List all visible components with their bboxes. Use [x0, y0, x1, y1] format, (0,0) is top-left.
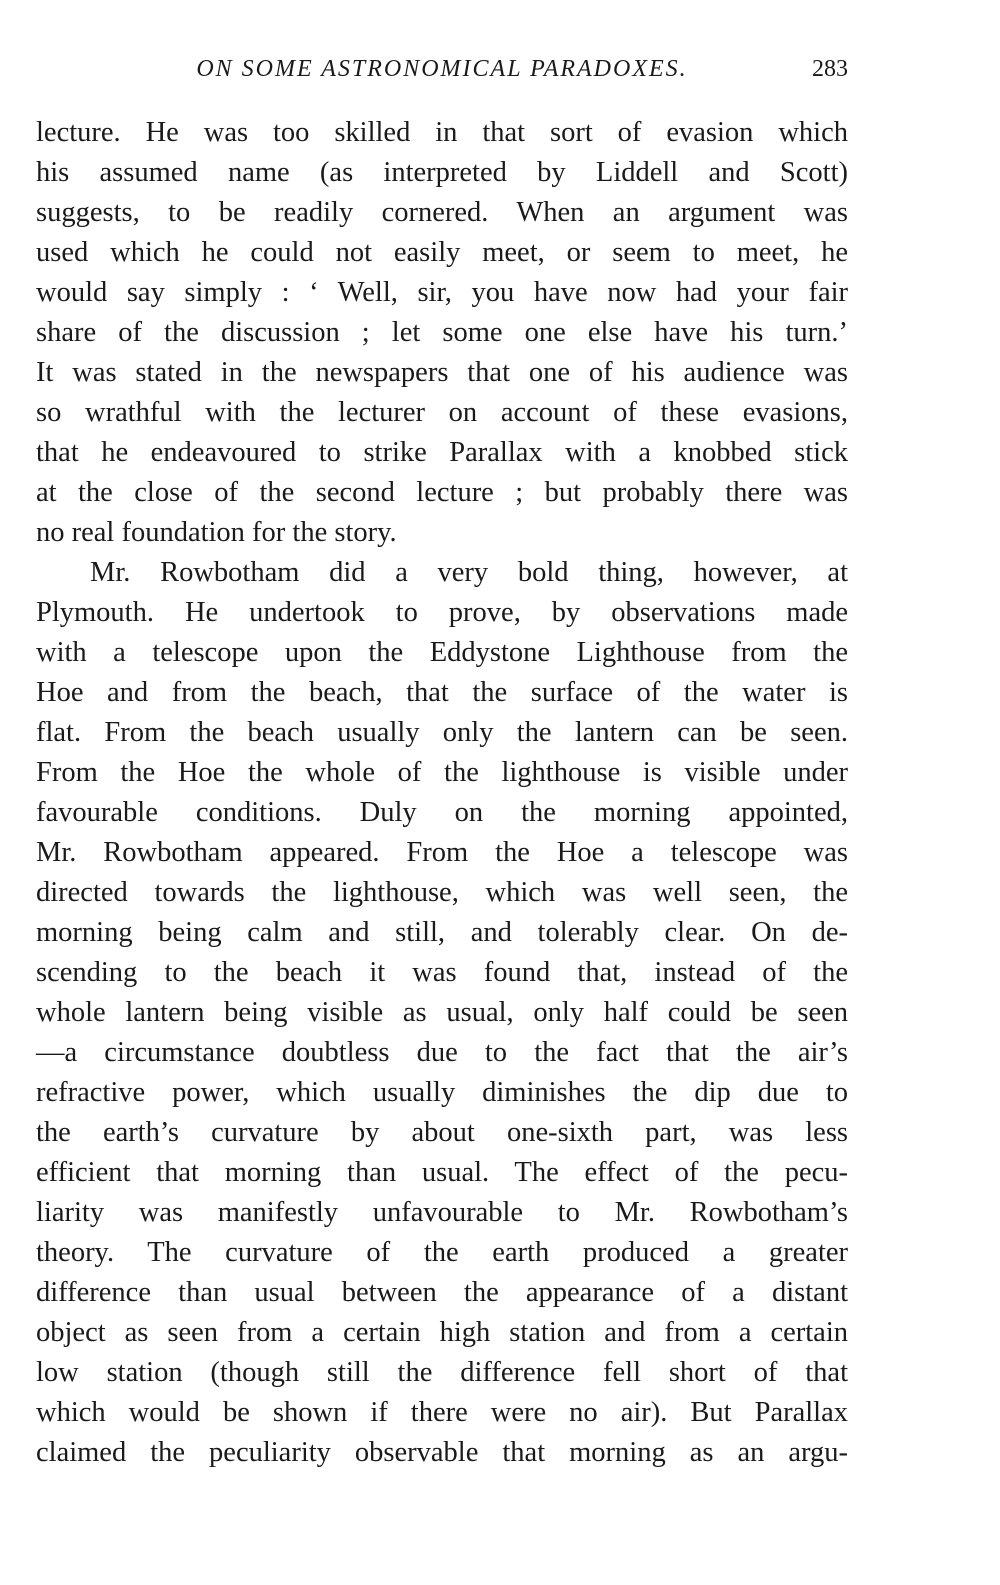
paragraph: [36, 113, 848, 553]
body-text: [36, 113, 848, 1473]
text-line: at the close of the second lecture ; but probably there was: [36, 477, 848, 508]
text-line: suggests, to be readily cornered. When an argument was: [36, 197, 848, 228]
text-line: that he endeavoured to strike Parallax with a knobbed stick: [36, 437, 848, 468]
text-line: low station (though still the difference fell short of that: [36, 1357, 848, 1388]
text-line: liarity was manifestly unfavourable to Mr. Rowbotham’s: [36, 1197, 848, 1228]
text-line: efficient that morning than usual. The effect of the pecu-: [36, 1157, 848, 1188]
text-line: whole lantern being visible as usual, only half could be seen: [36, 997, 848, 1028]
text-line: claimed the peculiarity observable that morning as an argu-: [36, 1437, 848, 1468]
text-line: It was stated in the newspapers that one of his audience was: [36, 357, 848, 388]
text-line: refractive power, which usually diminishes the dip due to: [36, 1077, 848, 1108]
text-line: favourable conditions. Duly on the morning appointed,: [36, 797, 848, 828]
text-line: theory. The curvature of the earth produced a greater: [36, 1237, 848, 1268]
text-line: share of the discussion ; let some one else have his turn.’: [36, 317, 848, 348]
text-line: used which he could not easily meet, or seem to meet, he: [36, 237, 848, 268]
text-line: Plymouth. He undertook to prove, by observations made: [36, 597, 848, 628]
text-line: Mr. Rowbotham appeared. From the Hoe a telescope was: [36, 837, 848, 868]
text-line: which would be shown if there were no air). But Parallax: [36, 1397, 848, 1428]
text-line: object as seen from a certain high station and from a certain: [36, 1317, 848, 1348]
page-number: 283: [812, 56, 848, 82]
text-line: difference than usual between the appearance of a distant: [36, 1277, 848, 1308]
text-line: would say simply : ‘ Well, sir, you have now had your fair: [36, 277, 848, 308]
running-head: [36, 52, 848, 86]
text-line: no real foundation for the story.: [36, 517, 397, 548]
running-title: ON SOME ASTRONOMICAL PARADOXES.: [196, 56, 688, 82]
text-line: flat. From the beach usually only the lantern can be seen.: [36, 717, 848, 748]
text-line: the earth’s curvature by about one-sixth part, was less: [36, 1117, 848, 1148]
text-line: Mr. Rowbotham did a very bold thing, however, at: [90, 557, 848, 588]
paragraph: [36, 553, 848, 1473]
text-line: with a telescope upon the Eddystone Lighthouse from the: [36, 637, 848, 668]
text-line: directed towards the lighthouse, which was well seen, the: [36, 877, 848, 908]
text-line: morning being calm and still, and tolerably clear. On de-: [36, 917, 848, 948]
text-line: scending to the beach it was found that, instead of the: [36, 957, 848, 988]
text-line: so wrathful with the lecturer on account of these evasions,: [36, 397, 848, 428]
text-line: Hoe and from the beach, that the surface of the water is: [36, 677, 848, 708]
text-line: lecture. He was too skilled in that sort of evasion which: [36, 117, 848, 148]
text-line: his assumed name (as interpreted by Liddell and Scott): [36, 157, 848, 188]
text-line: —a circumstance doubtless due to the fact that the air’s: [36, 1037, 848, 1068]
text-line: From the Hoe the whole of the lighthouse is visible under: [36, 757, 848, 788]
